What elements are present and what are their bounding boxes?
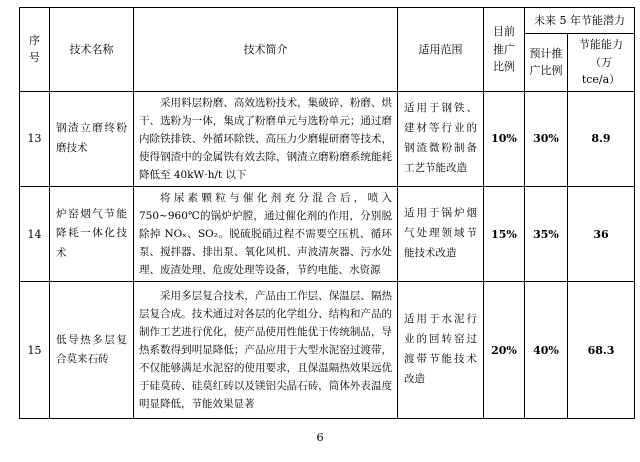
cell-tech-name: 钢渣立磨终粉磨技术 (50, 91, 134, 186)
cell-current-ratio: 10% (484, 91, 525, 186)
header-col-future-potential-group: 未来 5 年节能潜力 (525, 8, 635, 34)
cell-serial: 13 (20, 91, 50, 186)
cell-expected-ratio: 30% (525, 91, 568, 186)
header-col-current-ratio: 目前推广比例 (484, 8, 525, 92)
table-row-15 (20, 282, 635, 419)
cell-saving-capacity: 8.9 (568, 91, 635, 186)
header-col-saving-capacity: 节能能力（万 tce/a） (568, 34, 635, 92)
table-row-14 (20, 187, 635, 282)
cell-saving-capacity: 36 (568, 187, 635, 282)
cell-expected-ratio: 35% (525, 187, 568, 282)
cell-tech-brief: 将尿素颗粒与催化剂充分混合后，喷入 750~960℃的锅炉炉膛，通过催化剂的作用，分别脱除掉 NOₓ、SO₂。脱硫脱硝过程不需要空压机、循环泵、搅拌器、排出泵、氧化风机、声波清灰器、污水处理、废渣处理、危废处理等设备，节约电能、水资源 (134, 187, 398, 282)
table-row-13 (20, 91, 635, 186)
cell-tech-brief: 采用料层粉磨、高效选粉技术，集破碎、粉磨、烘干、选粉为一体，集成了粉磨单元与选粉单元；通过磨内除铁排铁、外循环除铁、高压力少磨辊研磨等技术，使得钢渣中的金属铁有效去除，钢渣立磨粉磨系统能耗降低至 40kW·h/t 以下 (134, 91, 398, 186)
cell-tech-brief: 采用多层复合技术，产品由工作层、保温层、隔热层复合成。技术通过对各层的化学组分、结构和产品的制作工艺进行优化，使产品使用性能优于传统制品，导热系数得到明显降低；产品应用于大型水泥窑过渡带，不仅能够满足水泥窑的使用要求，且保温隔热效果远优于硅莫砖、硅莫红砖以及镁铝尖晶石砖，筒体外表温度明显降低，节能效果显著 (134, 282, 398, 419)
cell-current-ratio: 20% (484, 282, 525, 419)
cell-scope: 适用于锅炉烟气处理领域节能技术改造 (398, 187, 484, 282)
cell-expected-ratio: 40% (525, 282, 568, 419)
header-col-scope: 适用范围 (398, 8, 484, 92)
cell-tech-name: 炉窑烟气节能降耗一体化技术 (50, 187, 134, 282)
cell-scope: 适用于水泥行业的回转窑过渡带节能技术改造 (398, 282, 484, 419)
header-col-expected-ratio: 预计推广比例 (525, 34, 568, 92)
cell-scope: 适用于钢铁、建材等行业的钢渣微粉制备工艺节能改造 (398, 91, 484, 186)
page-number: 6 (316, 430, 324, 444)
header-row-top (20, 8, 635, 34)
cell-saving-capacity: 68.3 (568, 282, 635, 419)
cell-serial: 15 (20, 282, 50, 419)
technology-table (19, 7, 635, 419)
header-col-serial: 序号 (20, 8, 50, 92)
cell-serial: 14 (20, 187, 50, 282)
header-col-name: 技术名称 (50, 8, 134, 92)
cell-current-ratio: 15% (484, 187, 525, 282)
header-col-brief: 技术简介 (134, 8, 398, 92)
cell-tech-name: 低导热多层复合莫来石砖 (50, 282, 134, 419)
